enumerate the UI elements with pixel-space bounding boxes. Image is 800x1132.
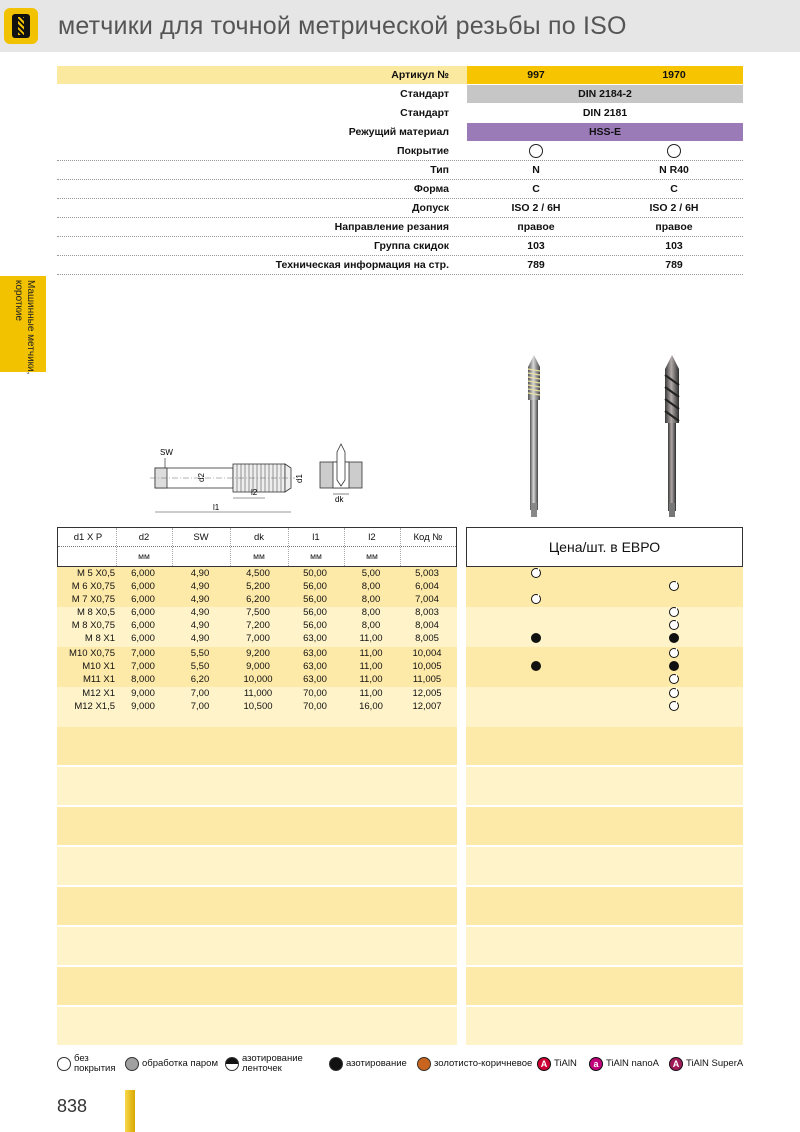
table-cell: 6,000: [131, 581, 155, 592]
table-cell: 6,000: [131, 620, 155, 631]
legend-item: [57, 1052, 116, 1076]
legend-swatch-icon: A: [537, 1057, 551, 1071]
table-row[interactable]: [57, 593, 457, 606]
table-band: [466, 647, 743, 687]
legend-swatch-icon: [57, 1057, 71, 1071]
legend-label: азотирование ленточек: [242, 1053, 303, 1074]
table-band: [466, 847, 743, 885]
legend-label: TiAlN SuperA: [686, 1058, 744, 1069]
table-row[interactable]: [57, 660, 457, 673]
table-cell: M10 X0,75: [69, 648, 115, 659]
table-cell: 8,00: [361, 607, 381, 618]
column-header: l2: [368, 532, 376, 543]
coating-legend: [57, 1052, 757, 1076]
tap-997-image: [514, 355, 554, 521]
table-band: [466, 727, 743, 765]
table-cell: 8,000: [131, 674, 155, 685]
table-band: [466, 967, 743, 1005]
availability-partial-icon: [669, 688, 679, 698]
table-row[interactable]: [57, 632, 457, 645]
legend-label: золотисто-коричневое: [434, 1058, 533, 1069]
table-band: [466, 607, 743, 647]
table-cell: 4,90: [190, 633, 210, 644]
spec-value-1970: C: [670, 183, 678, 195]
drawing-label-sw: SW: [160, 448, 173, 457]
spec-value-1970: ISO 2 / 6H: [649, 202, 699, 214]
availability-partial-icon: [669, 581, 679, 591]
spec-label: Форма: [413, 183, 449, 195]
availability-partial-icon: [669, 607, 679, 617]
table-cell: 11,00: [359, 674, 383, 685]
table-band: [57, 767, 457, 805]
availability-partial-icon: [669, 620, 679, 630]
table-cell: 56,00: [303, 581, 327, 592]
spec-value: DIN 2184-2: [467, 85, 743, 103]
spec-value-997: C: [532, 183, 540, 195]
table-cell: 8,003: [415, 607, 439, 618]
column-unit: мм: [310, 551, 322, 561]
spec-row: [57, 161, 743, 180]
spec-row: [57, 180, 743, 199]
spec-label: Техническая информация на стр.: [275, 259, 449, 271]
drawing-label-dk: dk: [335, 495, 344, 504]
table-row[interactable]: [57, 647, 457, 660]
table-cell: 4,90: [190, 568, 210, 579]
spec-value: HSS-E: [467, 123, 743, 141]
price-header: Цена/шт. в ЕВРО: [466, 527, 743, 567]
spec-value-1970: N R40: [659, 164, 689, 176]
table-cell: 6,004: [415, 581, 439, 592]
table-cell: 4,90: [190, 607, 210, 618]
table-cell: 63,00: [303, 661, 327, 672]
legend-item: [669, 1052, 743, 1076]
table-cell: M12 X1,5: [74, 701, 115, 712]
spec-label: Группа скидок: [374, 240, 449, 252]
table-cell: 11,00: [359, 648, 383, 659]
spec-label: Артикул №: [57, 66, 467, 84]
table-band: [57, 927, 457, 965]
table-cell: 7,000: [131, 661, 155, 672]
table-cell: 6,000: [131, 633, 155, 644]
table-cell: 11,00: [359, 688, 383, 699]
table-cell: 7,000: [246, 633, 270, 644]
table-cell: 6,000: [131, 594, 155, 605]
spec-value-997: правое: [517, 221, 555, 233]
drawing-label-l2: l2: [251, 488, 258, 497]
table-cell: 7,200: [246, 620, 270, 631]
table-cell: 5,50: [190, 661, 210, 672]
table-band: [57, 1007, 457, 1045]
table-band: [466, 767, 743, 805]
spec-table: [57, 66, 743, 275]
table-cell: M 8 X0,5: [76, 607, 115, 618]
table-cell: M 7 X0,75: [71, 594, 115, 605]
availability-nitrided-icon: [531, 633, 541, 643]
table-row[interactable]: [57, 673, 457, 686]
table-cell: 6,200: [246, 594, 270, 605]
page-title: метчики для точной метрической резьбы по ISO: [58, 12, 627, 40]
table-band: [466, 887, 743, 925]
table-cell: 63,00: [303, 633, 327, 644]
spec-value: DIN 2181: [582, 107, 628, 119]
spec-value-997: 997: [467, 66, 605, 84]
spec-label: Режущий материал: [348, 126, 449, 138]
table-cell: 7,500: [246, 607, 270, 618]
table-cell: 5,00: [361, 568, 381, 579]
page-number: 838: [57, 1096, 88, 1116]
spec-label: Направление резания: [334, 221, 449, 233]
spec-label: Стандарт: [400, 107, 449, 119]
spec-label: Стандарт: [400, 88, 449, 100]
column-header: d2: [138, 532, 150, 543]
table-cell: 7,000: [131, 648, 155, 659]
table-cell: 4,90: [190, 594, 210, 605]
legend-swatch-icon: A: [669, 1057, 683, 1071]
table-cell: 6,20: [190, 674, 210, 685]
legend-swatch-icon: [417, 1057, 431, 1071]
drawing-label-d1: d1: [295, 474, 304, 483]
legend-swatch-icon: [125, 1057, 139, 1071]
legend-label: TiAlN: [554, 1058, 577, 1069]
spec-value-1970: 1970: [605, 66, 743, 84]
column-unit: мм: [253, 551, 265, 561]
legend-item: [225, 1052, 303, 1076]
table-row[interactable]: [57, 700, 457, 713]
table-cell: 56,00: [303, 620, 327, 631]
section-tab-label: Машинные метчики, короткие: [13, 280, 36, 375]
legend-item: [417, 1052, 532, 1076]
table-cell: M10 X1: [82, 661, 115, 672]
legend-item: [537, 1052, 577, 1076]
table-cell: 11,00: [359, 661, 383, 672]
table-cell: 8,00: [361, 581, 381, 592]
coating-uncoated-icon: [467, 142, 605, 160]
spec-row: [57, 123, 743, 142]
spec-value-997: N: [532, 164, 540, 176]
table-cell: 10,004: [412, 648, 442, 659]
spec-row: [57, 104, 743, 123]
spec-value-997: 103: [527, 240, 545, 252]
page-number-bar: [125, 1090, 135, 1132]
table-cell: 9,000: [131, 701, 155, 712]
table-cell: M 5 X0,5: [76, 568, 115, 579]
table-band: [466, 1007, 743, 1045]
availability-partial-icon: [669, 648, 679, 658]
column-header: SW: [193, 532, 209, 543]
table-cell: 70,00: [303, 688, 327, 699]
table-cell: 12,005: [412, 688, 442, 699]
table-cell: 9,000: [131, 688, 155, 699]
table-cell: 63,00: [303, 674, 327, 685]
table-cell: 10,005: [412, 661, 442, 672]
table-band: [57, 967, 457, 1005]
table-band: [57, 887, 457, 925]
table-cell: 11,00: [359, 633, 383, 644]
tap-logo-icon: [4, 8, 38, 44]
availability-nitrided-icon: [669, 661, 679, 671]
spec-row: [57, 199, 743, 218]
table-row[interactable]: [57, 619, 457, 632]
table-cell: 8,00: [361, 620, 381, 631]
table-cell: 6,000: [131, 568, 155, 579]
legend-item: [589, 1052, 659, 1076]
spec-row: [57, 218, 743, 237]
spec-row: [57, 237, 743, 256]
legend-label: без покрытия: [74, 1053, 116, 1074]
availability-nitrided-icon: [669, 633, 679, 643]
table-cell: 5,50: [190, 648, 210, 659]
spec-value-997: ISO 2 / 6H: [511, 202, 561, 214]
page-header: [0, 0, 800, 52]
column-header: dk: [253, 532, 265, 543]
column-unit: мм: [138, 551, 150, 561]
table-cell: 4,500: [246, 568, 270, 579]
spec-row: [57, 66, 743, 85]
spec-value-1970: 789: [665, 259, 683, 271]
table-band: [466, 807, 743, 845]
legend-item: [125, 1052, 218, 1076]
legend-swatch-icon: [329, 1057, 343, 1071]
coating-uncoated-icon: [605, 142, 743, 160]
table-cell: 7,00: [190, 688, 210, 699]
tap-dimension-drawing: [150, 440, 370, 522]
spec-row: [57, 256, 743, 275]
table-cell: M 8 X1: [84, 633, 115, 644]
table-band: [57, 807, 457, 845]
table-cell: 9,200: [246, 648, 270, 659]
legend-label: обработка паром: [142, 1058, 218, 1069]
availability-nitrided-icon: [531, 661, 541, 671]
table-cell: 8,005: [415, 633, 439, 644]
table-band: [466, 567, 743, 607]
drawing-label-l1: l1: [213, 503, 220, 512]
table-cell: 5,200: [246, 581, 270, 592]
table-cell: 63,00: [303, 648, 327, 659]
table-cell: 7,004: [415, 594, 439, 605]
table-band: [466, 687, 743, 727]
drawing-label-d2: d2: [197, 473, 206, 482]
table-cell: 70,00: [303, 701, 327, 712]
table-cell: 5,003: [415, 568, 439, 579]
table-cell: M12 X1: [82, 688, 115, 699]
legend-item: [329, 1052, 407, 1076]
table-cell: M 6 X0,75: [71, 581, 115, 592]
spec-row: [57, 85, 743, 104]
table-cell: M 8 X0,75: [71, 620, 115, 631]
table-cell: 7,00: [190, 701, 210, 712]
table-cell: 56,00: [303, 607, 327, 618]
table-cell: 16,00: [359, 701, 383, 712]
spec-value-997: 789: [527, 259, 545, 271]
spec-label: Тип: [430, 164, 449, 176]
legend-swatch-icon: a: [589, 1057, 603, 1071]
table-cell: 10,000: [243, 674, 273, 685]
legend-label: азотирование: [346, 1058, 407, 1069]
tap-1970-image: [650, 355, 694, 521]
table-row[interactable]: [57, 580, 457, 593]
availability-partial-icon: [669, 701, 679, 711]
table-cell: 12,007: [412, 701, 442, 712]
table-cell: 6,000: [131, 607, 155, 618]
spec-label: Покрытие: [396, 145, 449, 157]
table-cell: 11,005: [412, 674, 442, 685]
availability-partial-icon: [531, 594, 541, 604]
table-cell: 8,004: [415, 620, 439, 631]
column-unit: мм: [366, 551, 378, 561]
table-band: [57, 727, 457, 765]
table-cell: 8,00: [361, 594, 381, 605]
spec-value-1970: правое: [655, 221, 693, 233]
table-row[interactable]: [57, 606, 457, 619]
spec-label: Допуск: [411, 202, 449, 214]
spec-value-1970: 103: [665, 240, 683, 252]
availability-partial-icon: [531, 568, 541, 578]
column-header: l1: [312, 532, 320, 543]
table-cell: 50,00: [303, 568, 327, 579]
table-cell: 56,00: [303, 594, 327, 605]
column-header: d1 X P: [73, 532, 103, 543]
table-cell: 4,90: [190, 620, 210, 631]
table-band: [466, 927, 743, 965]
table-cell: M11 X1: [82, 674, 115, 685]
legend-swatch-icon: [225, 1057, 239, 1071]
table-band: [57, 847, 457, 885]
table-cell: 11,000: [243, 688, 273, 699]
spec-row: [57, 142, 743, 161]
table-cell: 4,90: [190, 581, 210, 592]
table-cell: 9,000: [246, 661, 270, 672]
data-table-header: [57, 527, 457, 567]
table-row[interactable]: [57, 687, 457, 700]
availability-partial-icon: [669, 674, 679, 684]
section-tab[interactable]: [0, 276, 46, 375]
column-header: Код №: [413, 532, 443, 543]
table-row[interactable]: [57, 567, 457, 580]
table-cell: 10,500: [243, 701, 273, 712]
legend-label: TiAlN nanoA: [606, 1058, 659, 1069]
